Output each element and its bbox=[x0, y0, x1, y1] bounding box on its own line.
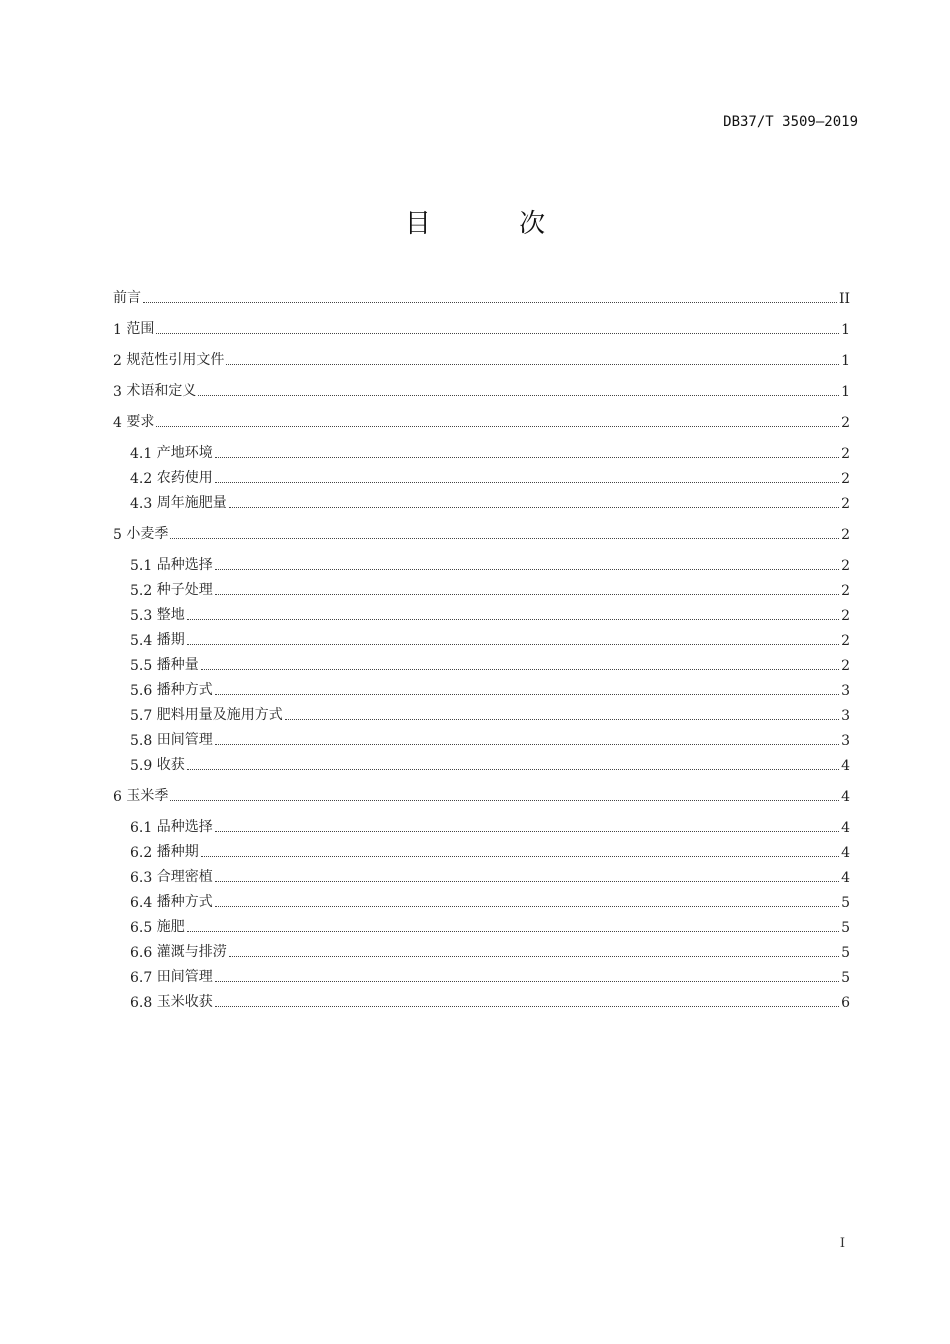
toc-entry-number: 6.6 bbox=[130, 945, 157, 961]
toc-leader-dots bbox=[187, 931, 839, 932]
toc-entry-1[interactable] bbox=[113, 318, 850, 338]
toc-entry-title: 品种选择 bbox=[156, 819, 213, 835]
toc-entry-page: 4 bbox=[841, 845, 850, 861]
toc-entry-page: 5 bbox=[841, 970, 850, 986]
toc-entry-title: 要求 bbox=[126, 414, 155, 430]
toc-entry-6-8[interactable] bbox=[130, 991, 850, 1011]
toc-entry-page: 2 bbox=[841, 583, 850, 599]
toc-entry-number: 4.3 bbox=[130, 496, 157, 512]
toc-entry-title: 术语和定义 bbox=[126, 383, 197, 399]
toc-entry-title: 播期 bbox=[156, 632, 185, 648]
toc-leader-dots bbox=[215, 569, 839, 570]
toc-entry-title: 农药使用 bbox=[156, 470, 213, 486]
toc-entry-number: 6 bbox=[113, 789, 127, 805]
toc-entry-page: 2 bbox=[841, 471, 850, 487]
toc-entry-6[interactable] bbox=[113, 785, 850, 805]
toc-entry-page: 2 bbox=[841, 496, 850, 512]
toc-entry-title: 灌溉与排涝 bbox=[156, 944, 227, 960]
toc-entry-page: 5 bbox=[841, 920, 850, 936]
toc-entry-number: 6.5 bbox=[130, 920, 157, 936]
toc-leader-dots bbox=[215, 881, 839, 882]
toc-entry-title: 小麦季 bbox=[126, 526, 169, 542]
toc-entry-page: 5 bbox=[841, 945, 850, 961]
toc-entry-6-6[interactable] bbox=[130, 941, 850, 961]
toc-entry-number: 5.3 bbox=[130, 608, 157, 624]
toc-leader-dots bbox=[201, 669, 839, 670]
toc-entry-number: 3 bbox=[113, 384, 127, 400]
toc-entry-5-5[interactable] bbox=[130, 654, 850, 674]
toc-leader-dots bbox=[226, 364, 839, 365]
toc-leader-dots bbox=[215, 482, 839, 483]
toc-entry-page: 3 bbox=[841, 708, 850, 724]
toc-entry-title: 田间管理 bbox=[156, 732, 213, 748]
toc-entry-number: 2 bbox=[113, 353, 127, 369]
toc-entry-number: 6.3 bbox=[130, 870, 157, 886]
toc-entry-title: 播种量 bbox=[156, 657, 199, 673]
toc-entry-title: 周年施肥量 bbox=[156, 495, 227, 511]
toc-entry-page: 2 bbox=[841, 633, 850, 649]
toc-leader-dots bbox=[215, 744, 839, 745]
toc-leader-dots bbox=[215, 694, 839, 695]
toc-leader-dots bbox=[285, 719, 839, 720]
toc-entry-page: 2 bbox=[841, 527, 850, 543]
toc-leader-dots bbox=[170, 800, 839, 801]
toc-entry-number: 6.2 bbox=[130, 845, 157, 861]
toc-entry-title: 产地环境 bbox=[156, 445, 213, 461]
toc-leader-dots bbox=[229, 507, 839, 508]
toc-entry-5-3[interactable] bbox=[130, 604, 850, 624]
toc-entry-6-5[interactable] bbox=[130, 916, 850, 936]
toc-entry-page: 2 bbox=[841, 608, 850, 624]
toc-entry-number: 5.8 bbox=[130, 733, 157, 749]
toc-entry-title: 整地 bbox=[156, 607, 185, 623]
document-number: DB37/T 3509—2019 bbox=[723, 114, 858, 130]
toc-entry-4-1[interactable] bbox=[130, 442, 850, 462]
toc-entry-5-1[interactable] bbox=[130, 554, 850, 574]
toc-entry-number: 1 bbox=[113, 322, 127, 338]
toc-entry-4-2[interactable] bbox=[130, 467, 850, 487]
toc-entry-page: 6 bbox=[841, 995, 850, 1011]
toc-leader-dots bbox=[187, 769, 839, 770]
toc-entry-4[interactable] bbox=[113, 411, 850, 431]
toc-entry-page: 1 bbox=[841, 322, 850, 338]
toc-entry-number: 4.2 bbox=[130, 471, 157, 487]
toc-entry-page: 4 bbox=[841, 820, 850, 836]
toc-leader-dots bbox=[187, 644, 839, 645]
toc-entry-title: 收获 bbox=[156, 757, 185, 773]
toc-entry-title: 播种期 bbox=[156, 844, 199, 860]
toc-entry-3[interactable] bbox=[113, 380, 850, 400]
toc-leader-dots bbox=[143, 302, 837, 303]
toc-entry-title: 前言 bbox=[113, 290, 141, 306]
toc-entry-title: 规范性引用文件 bbox=[126, 352, 225, 368]
toc-entry-5-2[interactable] bbox=[130, 579, 850, 599]
toc-entry-title: 种子处理 bbox=[156, 582, 213, 598]
toc-entry-6-3[interactable] bbox=[130, 866, 850, 886]
toc-leader-dots bbox=[156, 333, 839, 334]
toc-entry-5-9[interactable] bbox=[130, 754, 850, 774]
toc-entry-title: 品种选择 bbox=[156, 557, 213, 573]
toc-entry-number: 5.5 bbox=[130, 658, 157, 674]
toc-entry-title: 肥料用量及施用方式 bbox=[156, 707, 283, 723]
toc-entry-number: 5 bbox=[113, 527, 127, 543]
toc-entry-title: 播种方式 bbox=[156, 682, 213, 698]
toc-leader-dots bbox=[156, 426, 839, 427]
toc-entry-5-4[interactable] bbox=[130, 629, 850, 649]
toc-entry-title: 范围 bbox=[126, 321, 155, 337]
page-number: I bbox=[839, 1236, 845, 1251]
toc-leader-dots bbox=[215, 1006, 839, 1007]
toc-entry-5-6[interactable] bbox=[130, 679, 850, 699]
toc-entry-number: 6.1 bbox=[130, 820, 157, 836]
toc-leader-dots bbox=[201, 856, 839, 857]
toc-entry-number: 6.8 bbox=[130, 995, 157, 1011]
toc-entry-6-2[interactable] bbox=[130, 841, 850, 861]
toc-entry-number: 4.1 bbox=[130, 446, 157, 462]
toc-entry-6-7[interactable] bbox=[130, 966, 850, 986]
toc-entry-page: 4 bbox=[841, 870, 850, 886]
toc-entry-page: 4 bbox=[841, 789, 850, 805]
toc-entry-number: 5.7 bbox=[130, 708, 157, 724]
toc-entry-foreword[interactable] bbox=[113, 287, 850, 307]
toc-entry-number: 5.1 bbox=[130, 558, 157, 574]
toc-entry-number: 4 bbox=[113, 415, 127, 431]
toc-leader-dots bbox=[215, 457, 839, 458]
page-title: 目 次 bbox=[404, 209, 586, 239]
toc-leader-dots bbox=[215, 906, 839, 907]
toc-entry-page: 2 bbox=[841, 446, 850, 462]
toc-entry-page: II bbox=[838, 291, 850, 307]
toc-entry-6-1[interactable] bbox=[130, 816, 850, 836]
toc-leader-dots bbox=[170, 538, 839, 539]
toc-entry-number: 6.7 bbox=[130, 970, 157, 986]
toc-entry-number: 5.2 bbox=[130, 583, 157, 599]
toc-leader-dots bbox=[215, 981, 839, 982]
toc-entry-page: 2 bbox=[841, 558, 850, 574]
toc-entry-page: 5 bbox=[841, 895, 850, 911]
toc-entry-title: 合理密植 bbox=[156, 869, 213, 885]
toc-leader-dots bbox=[229, 956, 839, 957]
toc-entry-title: 播种方式 bbox=[156, 894, 213, 910]
toc-entry-number: 6.4 bbox=[130, 895, 157, 911]
toc-entry-number: 5.4 bbox=[130, 633, 157, 649]
toc-entry-5-7[interactable] bbox=[130, 704, 850, 724]
toc-entry-title: 玉米收获 bbox=[156, 994, 213, 1010]
toc-entry-page: 2 bbox=[841, 415, 850, 431]
toc-entry-2[interactable] bbox=[113, 349, 850, 369]
toc-entry-page: 3 bbox=[841, 733, 850, 749]
toc-leader-dots bbox=[215, 831, 839, 832]
toc-leader-dots bbox=[215, 594, 839, 595]
toc-entry-number: 5.6 bbox=[130, 683, 157, 699]
toc-entry-5[interactable] bbox=[113, 523, 850, 543]
toc-entry-page: 2 bbox=[841, 658, 850, 674]
toc-entry-page: 1 bbox=[841, 384, 850, 400]
toc-entry-title: 施肥 bbox=[156, 919, 185, 935]
toc-entry-page: 1 bbox=[841, 353, 850, 369]
toc-entry-title: 玉米季 bbox=[126, 788, 169, 804]
toc-entry-5-8[interactable] bbox=[130, 729, 850, 749]
toc-entry-number: 5.9 bbox=[130, 758, 157, 774]
toc-leader-dots bbox=[187, 619, 839, 620]
toc-leader-dots bbox=[198, 395, 839, 396]
toc-entry-page: 4 bbox=[841, 758, 850, 774]
toc-entry-4-3[interactable] bbox=[130, 492, 850, 512]
toc-entry-title: 田间管理 bbox=[156, 969, 213, 985]
toc-entry-6-4[interactable] bbox=[130, 891, 850, 911]
toc-entry-page: 3 bbox=[841, 683, 850, 699]
